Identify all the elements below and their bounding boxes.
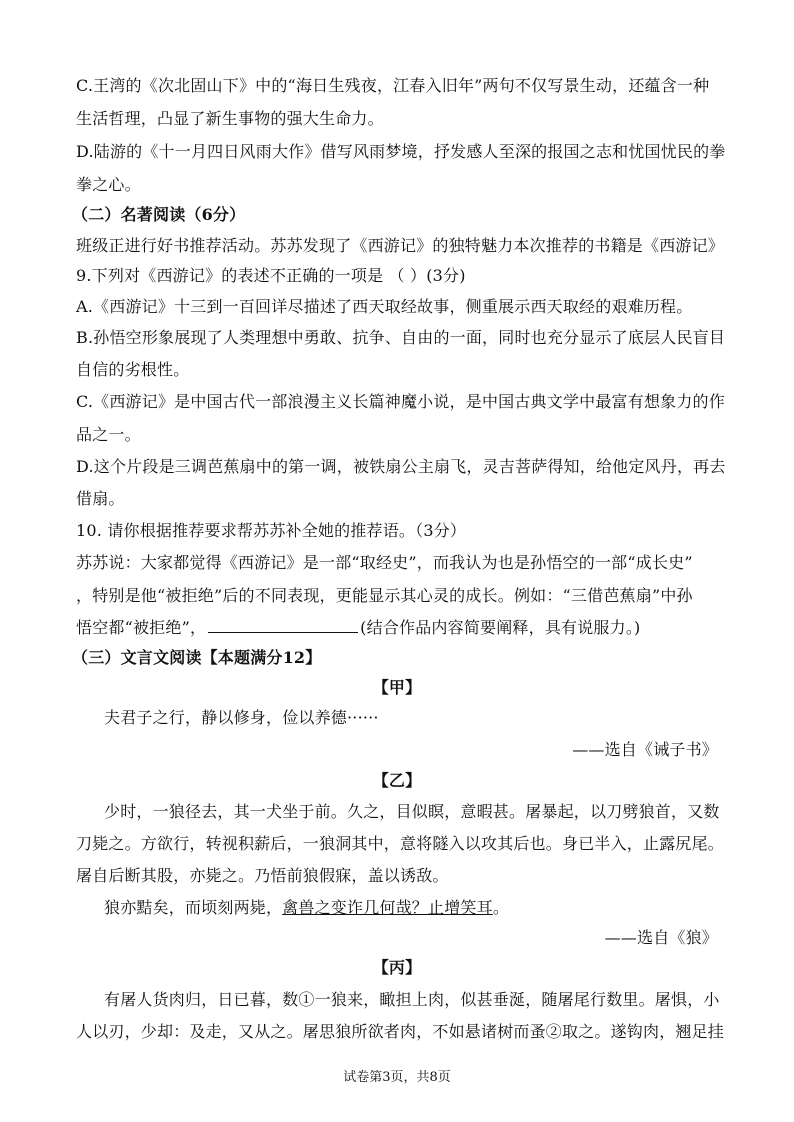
q8-option-d-line1: D.陆游的《十一月四日风雨大作》借写风雨梦境，抒发感人至深的报国之志和忧国忧民的拳 — [76, 142, 726, 161]
answer-blank[interactable] — [208, 618, 358, 633]
q9-option-a: A.《西游记》十三到一百回详尽描述了西天取经故事，侧重展示西天取经的艰难历程。 — [76, 297, 693, 316]
q9-option-c-line1: C.《西游记》是中国古代一部浪漫主义长篇神魔小说，是中国古典文学中最富有想象力的作 — [76, 392, 725, 411]
passage-jia-label: 【甲】 — [372, 678, 422, 697]
q9-option-b-line1: B.孙悟空形象展现了人类理想中勇敢、抗争、自由的一面，同时也充分显示了底层人民盲目 — [76, 328, 726, 347]
page-footer: 试卷第3页，共8页 — [343, 1070, 451, 1085]
q8-option-c-line2: 生活哲理，凸显了新生事物的强大生命力。 — [76, 109, 384, 128]
q10-line2: ，特别是他“被拒绝”后的不同表现，更能显示其心灵的成长。例如：“三借芭蕉扇”中孙 — [76, 586, 693, 605]
section-3-title: （三）文言文阅读【本题满分12】 — [72, 648, 322, 667]
section-2-intro: 班级正进行好书推荐活动。苏苏发现了《西游记》的独特魅力本次推荐的书籍是《西游记》 — [76, 236, 725, 255]
passage-yi-line4 — [104, 898, 509, 918]
passage-yi-label: 【乙】 — [372, 771, 422, 790]
passage-jia-source: ——选自《诫子书》 — [572, 740, 718, 759]
q10-line1: 苏苏说：大家都觉得《西游记》是一部“取经史”，而我认为也是孙悟空的一部“成长史” — [76, 553, 693, 572]
passage-bing-line1: 有屠人货肉归，日已暮，数①一狼来，瞰担上肉，似甚垂涎，随屠尾行数里。屠惧，小 — [104, 990, 720, 1009]
passage-jia-text: 夫君子之行，静以修身，俭以养德······ — [104, 708, 379, 727]
underlined-sentence: 禽兽之变诈几何哉？止增笑耳 — [282, 898, 493, 917]
passage-yi-line2: 刀毙之。方欲行，转视积薪后，一狼洞其中，意将隧入以攻其后也。身已半入，止露尻尾。 — [76, 834, 725, 853]
passage-yi-line1: 少时，一狼径去，其一犬坐于前。久之，目似瞑，意暇甚。屠暴起，以刀劈狼首，又数 — [104, 802, 720, 821]
passage-yi-line4-end: 。 — [492, 898, 510, 917]
q9-option-c-line2: 品之一。 — [76, 425, 141, 444]
q8-option-c-line1: C.王湾的《次北固山下》中的“海日生残夜，江春入旧年”两句不仅写景生动，还蕴含一种 — [76, 76, 710, 95]
q9-stem: 9.下列对《西游记》的表述不正确的一项是 （ ）(3分) — [76, 266, 466, 285]
passage-yi-source: ——选自《狼》 — [604, 928, 718, 947]
q10-line3-prefix: 悟空都“被拒绝”， — [76, 618, 207, 637]
q8-option-d-line2: 拳之心。 — [76, 175, 141, 194]
q9-option-d-line1: D.这个片段是三调芭蕉扇中的第一调，被铁扇公主扇飞，灵吉菩萨得知，给他定风丹，再去 — [76, 457, 726, 476]
q9-option-d-line2: 借扇。 — [76, 489, 125, 508]
section-2-title: （二）名著阅读（6分） — [72, 205, 246, 224]
q10-line3 — [76, 618, 640, 638]
passage-bing-line2: 人以刃，少却：及走，又从之。屠思狼所欲者肉，不如悬诸树而蚤②取之。遂钩肉，翘足挂 — [76, 1022, 725, 1041]
passage-bing-label: 【丙】 — [372, 958, 422, 977]
q10-stem: 10. 请你根据推荐要求帮苏苏补全她的推荐语。（3分） — [76, 521, 467, 540]
q10-line3-suffix: (结合作品内容简要阐释，具有说服力。) — [360, 618, 641, 637]
passage-yi-line4-start: 狼亦黠矣，而顷刻两毙， — [104, 898, 283, 917]
q9-option-b-line2: 自信的劣根性。 — [76, 360, 190, 379]
passage-yi-line3: 屠自后断其股，亦毙之。乃悟前狼假寐，盖以诱敌。 — [76, 866, 449, 885]
